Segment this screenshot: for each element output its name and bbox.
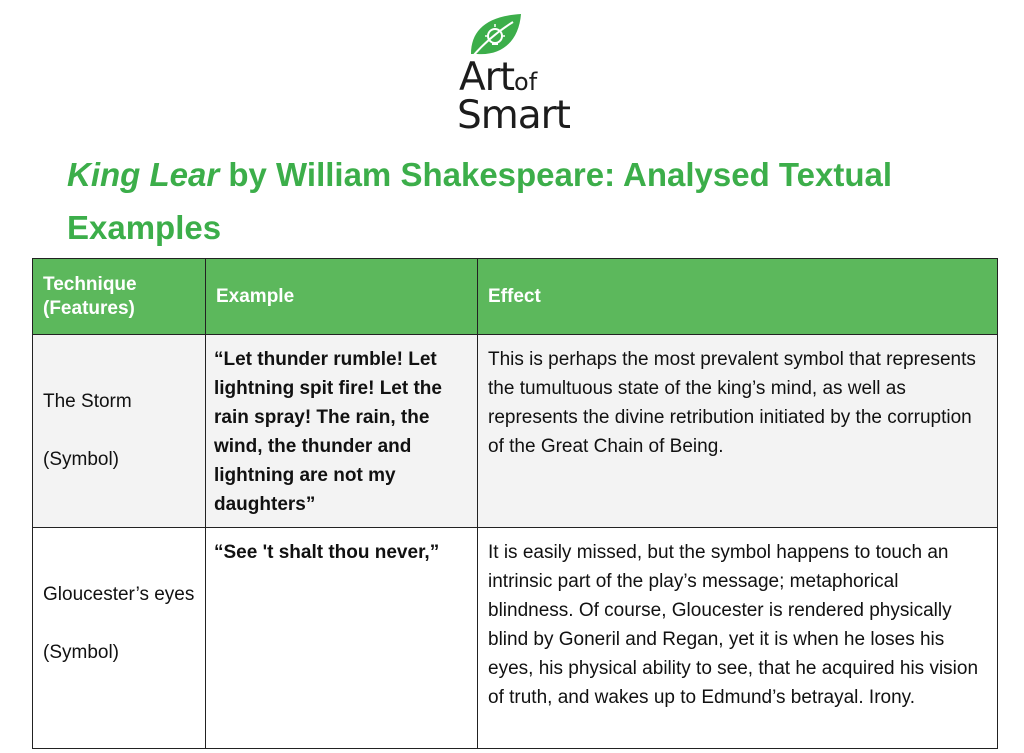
effect-cell — [478, 335, 998, 528]
table-row — [33, 528, 998, 749]
example-quote: “See 't shalt thou never,” — [214, 542, 440, 563]
technique-name: Gloucester’s eyes — [43, 584, 195, 605]
title-rest: by William Shakespeare: Analysed Textual Examples — [67, 156, 892, 246]
page-title — [67, 148, 967, 254]
effect-text: This is perhaps the most prevalent symbol that represents the tumultuous state of the king’s mind, as well as represents the divine retribution initiated by the corruption of the Great Chain of Being. — [488, 349, 976, 457]
technique-cell — [33, 335, 206, 528]
header-effect: Effect — [478, 259, 998, 335]
logo-text-smart: Smart — [457, 93, 570, 138]
example-quote: “Let thunder rumble! Let lightning spit fire! Let the rain spray! The rain, the wind, the thunder and lightning are not my daughters” — [214, 349, 442, 515]
technique-kind: (Symbol) — [43, 449, 120, 470]
title-play-name: King Lear — [67, 156, 220, 193]
header-example: Example — [206, 259, 478, 335]
header-technique: Technique (Features) — [33, 259, 206, 335]
technique-kind: (Symbol) — [43, 642, 120, 663]
effect-text: It is easily missed, but the symbol happens to touch an intrinsic part of the play’s message; metaphorical blindness. Of course, Gloucester is rendered physically blind by Goneril and Regan, yet it is when he loses his eyes, his physical ability to see, that he acquired his vision of truth, and wakes up to Edmund’s betrayal. Irony. — [488, 542, 979, 708]
effect-cell — [478, 528, 998, 749]
technique-name: The Storm — [43, 391, 132, 412]
table-row — [33, 335, 998, 528]
table-header-row — [33, 259, 998, 335]
leaf-lightbulb-icon — [467, 12, 523, 58]
technique-cell — [33, 528, 206, 749]
logo-text-art-of: Artof — [459, 55, 538, 100]
art-of-smart-logo — [455, 12, 585, 138]
example-cell — [206, 528, 478, 749]
example-cell — [206, 335, 478, 528]
analysis-table — [32, 258, 998, 749]
